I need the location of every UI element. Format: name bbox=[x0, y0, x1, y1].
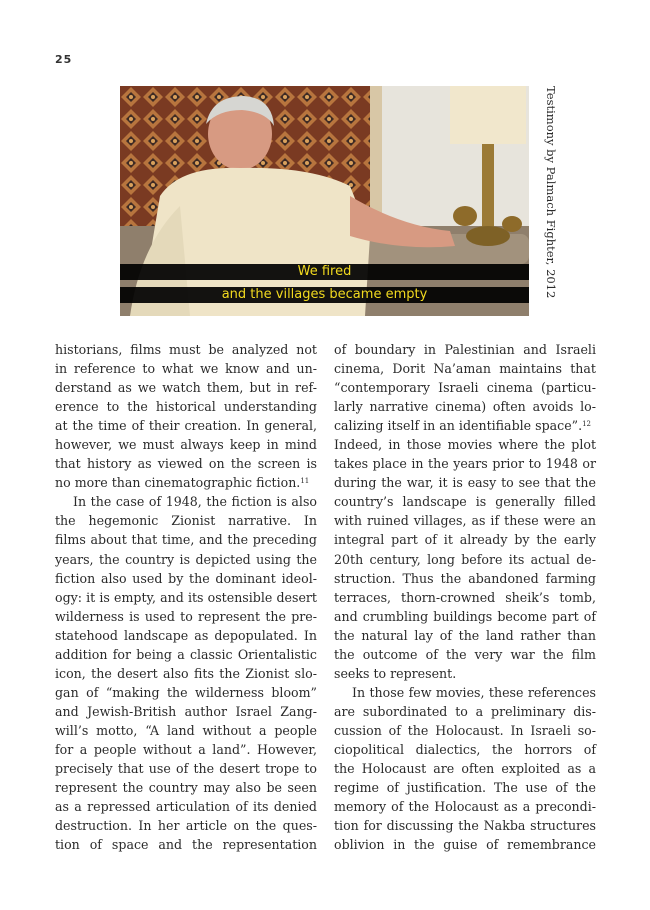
footnote-marker: 12 bbox=[582, 420, 592, 429]
text-line: the hegemonic Zionist narrative. In bbox=[55, 513, 317, 529]
text-line: as a repressed articulation of its denied bbox=[55, 799, 317, 815]
text-line: “contemporary Israeli cinema (particu- bbox=[334, 380, 596, 396]
subtitle-line-2: and the villages became empty bbox=[221, 287, 428, 302]
text-line-content: calizing itself in an identifiable space”. bbox=[334, 418, 583, 434]
text-line: years, the country is depicted using the bbox=[55, 551, 317, 567]
text-line bbox=[334, 416, 596, 435]
text-line: tion of space and the representation bbox=[55, 837, 317, 853]
text-line: terraces, thorn-crowned sheik’s tomb, bbox=[334, 589, 596, 605]
film-still-image bbox=[120, 86, 529, 316]
text-column-right bbox=[334, 340, 596, 854]
page-number: 25 bbox=[55, 53, 73, 66]
text-line: country’s landscape is generally filled bbox=[334, 494, 596, 510]
text-column-left bbox=[55, 340, 317, 854]
footnote-marker: 11 bbox=[300, 477, 310, 486]
text-line: Indeed, in those movies where the plot bbox=[334, 437, 596, 453]
text-line: films about that time, and the preceding bbox=[55, 532, 317, 548]
text-line bbox=[55, 473, 317, 492]
text-line: wilderness is used to represent the pre- bbox=[55, 608, 317, 624]
text-line-content: no more than cinematographic fiction. bbox=[55, 475, 301, 491]
text-line: in reference to what we know and un- bbox=[55, 361, 317, 377]
film-still bbox=[120, 86, 529, 316]
text-line: the outcome of the very war the film bbox=[334, 646, 596, 662]
text-line: will’s motto, “A land without a people bbox=[55, 722, 317, 738]
text-line: memory of the Holocaust as a precondi- bbox=[334, 799, 596, 815]
text-line: erence to the historical understanding bbox=[55, 399, 317, 415]
figure-caption: Testimony by Palmach Fighter, 2012 bbox=[544, 86, 558, 299]
text-line: statehood landscape as depopulated. In bbox=[55, 627, 317, 643]
text-line: larly narrative cinema) often avoids lo- bbox=[334, 399, 596, 415]
text-line: seeks to represent. bbox=[334, 665, 457, 681]
text-line: at the time of their creation. In general, bbox=[55, 418, 317, 434]
text-line: the Holocaust are often exploited as a bbox=[334, 761, 596, 777]
text-line: gan of “making the wilderness bloom” bbox=[55, 684, 317, 700]
text-line: In those few movies, these references bbox=[352, 684, 596, 700]
text-line: and crumbling buildings become part of bbox=[334, 608, 596, 624]
text-line: tion for discussing the Nakba structures bbox=[334, 818, 596, 834]
text-line: with ruined villages, as if these were an bbox=[334, 513, 596, 529]
text-line: cussion of the Holocaust. In Israeli so- bbox=[334, 722, 596, 738]
text-line: icon, the desert also fits the Zionist slo- bbox=[55, 665, 317, 681]
text-line: the natural lay of the land rather than bbox=[334, 627, 596, 643]
text-line: however, we must always keep in mind bbox=[55, 437, 317, 453]
text-line: cinema, Dorit Na’aman maintains that bbox=[334, 361, 596, 377]
text-line: ciopolitical dialectics, the horrors of bbox=[334, 741, 596, 757]
text-line: and Jewish-British author Israel Zang- bbox=[55, 703, 317, 719]
text-line: ogy: it is empty, and its ostensible desert bbox=[55, 589, 317, 605]
text-line: destruction. In her article on the ques- bbox=[55, 818, 317, 834]
text-line: addition for being a classic Orientalistic bbox=[55, 646, 317, 662]
text-line: fiction also used by the dominant ideol- bbox=[55, 570, 317, 586]
text-line: oblivion in the guise of remembrance bbox=[334, 837, 596, 853]
text-line: derstand as we watch them, but in ref- bbox=[55, 380, 317, 396]
text-line: are subordinated to a preliminary dis- bbox=[334, 703, 596, 719]
text-line: takes place in the years prior to 1948 or bbox=[334, 456, 596, 472]
subtitle-line-1: We fired bbox=[297, 264, 352, 279]
text-line: that history as viewed on the screen is bbox=[55, 456, 317, 472]
text-line: 20th century, long before its actual de- bbox=[334, 551, 596, 567]
text-line: regime of justification. The use of the bbox=[334, 780, 596, 796]
text-line: for a people without a land”. However, bbox=[55, 741, 317, 757]
text-line: during the war, it is easy to see that the bbox=[334, 475, 596, 491]
text-line: represent the country may also be seen bbox=[55, 780, 317, 796]
text-line: In the case of 1948, the fiction is also bbox=[73, 494, 317, 510]
text-line: precisely that use of the desert trope to bbox=[55, 761, 317, 777]
text-line: integral part of it already by the early bbox=[334, 532, 596, 548]
text-line: struction. Thus the abandoned farming bbox=[334, 570, 596, 586]
text-line: historians, films must be analyzed not bbox=[55, 342, 317, 357]
text-line: of boundary in Palestinian and Israeli bbox=[334, 342, 596, 357]
